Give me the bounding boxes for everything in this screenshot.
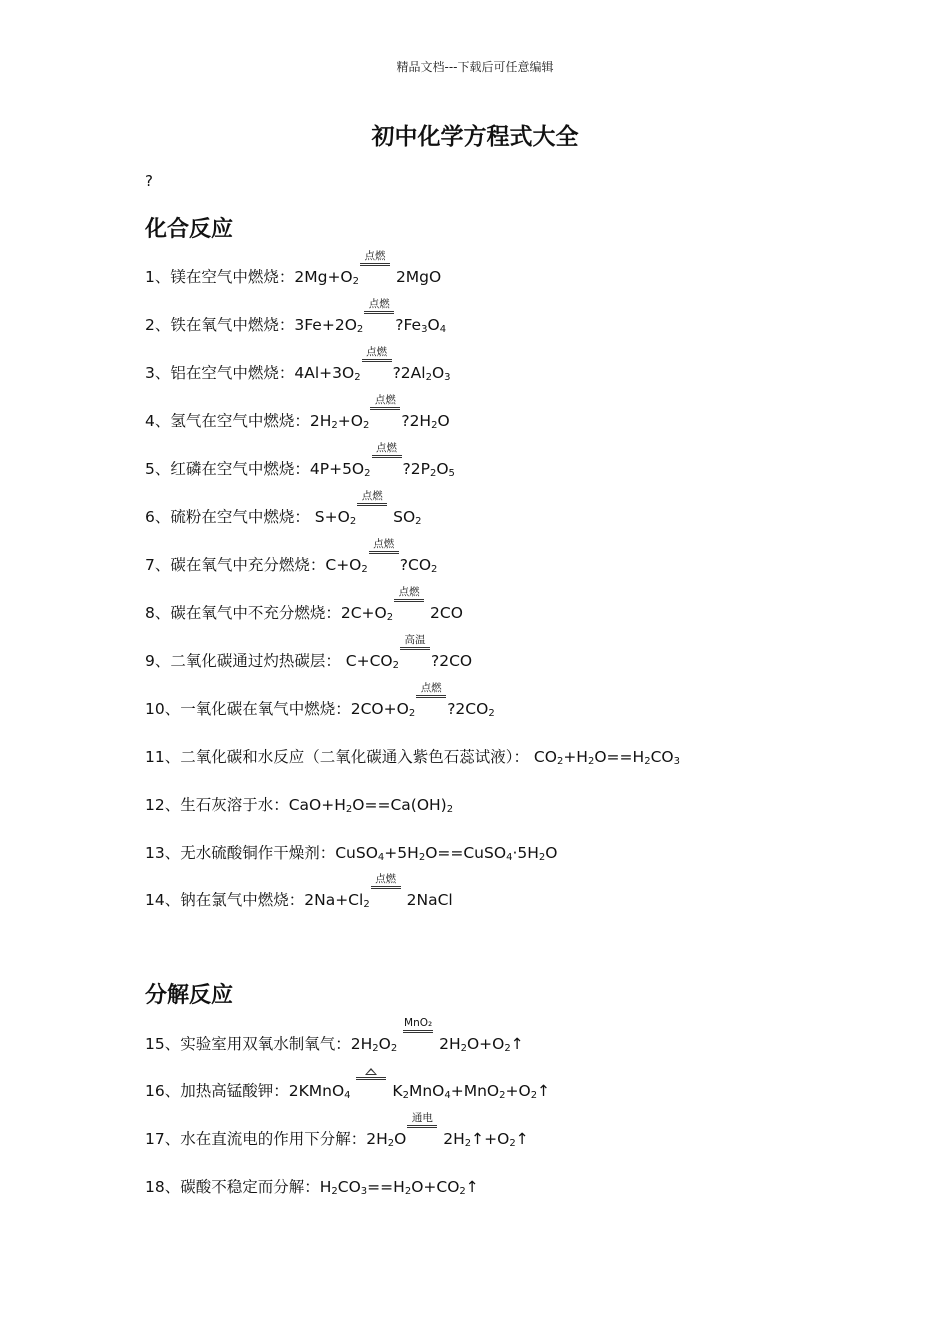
- equals-bar: [357, 503, 387, 506]
- formula-text: O+O: [466, 1035, 505, 1053]
- formula-text: O: [378, 1035, 391, 1053]
- formula-text: 2H: [434, 1035, 461, 1053]
- equation-row: [145, 298, 447, 335]
- equals-bar: [362, 359, 392, 362]
- formula-text: CO: [533, 748, 557, 766]
- equation-label: 10、一氧化碳在氧气中燃烧：: [145, 700, 351, 718]
- formula-text: ?2H: [401, 412, 432, 430]
- formula-text: O: [427, 316, 440, 334]
- formula-text: 4Al+3O: [294, 364, 355, 382]
- equation-label: 16、加热高锰酸钾：: [145, 1082, 289, 1100]
- subscript: 2: [408, 708, 416, 719]
- formula-text: 3Fe+2O: [294, 316, 357, 334]
- equation-row: [145, 538, 438, 575]
- subscript: 2: [488, 708, 495, 719]
- equation-label: 11、二氧化碳和水反应（二氧化碳通入紫色石蕊试液）：: [145, 748, 534, 766]
- heat-triangle-icon: [365, 1068, 377, 1075]
- subscript: 3: [421, 324, 428, 335]
- equation-row: [145, 634, 473, 671]
- equals-bar: [364, 311, 394, 314]
- reaction-condition: [406, 1112, 438, 1144]
- formula-text: O==CuSO: [425, 844, 507, 862]
- subscript: 2: [431, 564, 438, 575]
- equals-bar: [360, 263, 390, 266]
- reaction-condition: [361, 346, 393, 378]
- subscript: 2: [538, 852, 546, 863]
- subscript: 2: [499, 1090, 506, 1101]
- reaction-condition: [393, 586, 425, 618]
- formula-text: O==H: [594, 748, 645, 766]
- subscript: 2: [530, 1090, 538, 1101]
- subscript: 2: [644, 756, 651, 767]
- equation-row: [145, 747, 680, 767]
- formula-text: 2H: [366, 1130, 388, 1148]
- formula-text: O+CO: [411, 1178, 460, 1196]
- subscript: 2: [362, 420, 370, 431]
- equation-label: 6、硫粉在空气中燃烧：: [145, 508, 315, 526]
- equals-bar: [400, 647, 430, 650]
- formula-text: +O: [505, 1082, 531, 1100]
- formula-text: +5H: [384, 844, 419, 862]
- equation-label: 14、钠在氯气中燃烧：: [145, 891, 305, 909]
- subscript: 3: [360, 1186, 368, 1197]
- formula-text: 2CO+O: [350, 700, 409, 718]
- formula-text: ?2CO: [431, 652, 473, 670]
- equation-label: 9、二氧化碳通过灼热碳层：: [145, 652, 346, 670]
- reaction-condition: [371, 442, 403, 474]
- subscript: 4: [439, 324, 447, 335]
- equation-row: [145, 873, 453, 910]
- equation-label: 15、实验室用双氧水制氧气：: [145, 1035, 351, 1053]
- condition-text: 点燃: [376, 442, 398, 454]
- equation-label: 17、水在直流电的作用下分解：: [145, 1130, 367, 1148]
- subscript: 2: [509, 1138, 516, 1149]
- subscript: 2: [392, 660, 400, 671]
- subscript: 2: [460, 1043, 467, 1054]
- formula-text: ↑: [465, 1178, 479, 1196]
- formula-text: 2KMnO: [288, 1082, 345, 1100]
- subscript: 2: [372, 1043, 379, 1054]
- formula-text: K: [387, 1082, 403, 1100]
- subscript: 2: [363, 899, 370, 910]
- subscript: 2: [352, 276, 360, 287]
- section-heading-combination: 化合反应: [145, 217, 234, 242]
- formula-text: 2Na+Cl: [304, 891, 364, 909]
- condition-text: 高温: [404, 634, 426, 646]
- condition-text: 通电: [411, 1112, 433, 1124]
- formula-text: 2C+O: [340, 604, 387, 622]
- formula-text: ↑: [515, 1130, 529, 1148]
- subscript: 2: [386, 612, 394, 623]
- condition-text: 点燃: [364, 250, 386, 262]
- condition-text: MnO₂: [404, 1017, 433, 1029]
- equals-bar: [371, 886, 401, 889]
- reaction-condition: [359, 250, 391, 282]
- formula-text: C+CO: [345, 652, 393, 670]
- subscript: 4: [444, 1090, 451, 1101]
- equation-row: [145, 394, 450, 431]
- formula-text: CO: [337, 1178, 361, 1196]
- reaction-condition: [415, 682, 447, 714]
- formula-text: 2H: [438, 1130, 465, 1148]
- reaction-condition: [368, 538, 400, 570]
- formula-text: +O: [337, 412, 363, 430]
- reaction-condition: [363, 298, 395, 330]
- equals-bar: [356, 1077, 386, 1080]
- reaction-condition: [369, 394, 401, 426]
- formula-text: O: [436, 460, 449, 478]
- equation-label: 13、无水硫酸铜作干燥剂：: [145, 844, 336, 862]
- formula-text: ?2P: [402, 460, 430, 478]
- subscript: 2: [415, 516, 422, 527]
- subscript: 2: [459, 1186, 466, 1197]
- equation-row: [145, 490, 422, 527]
- reaction-condition: [399, 634, 431, 666]
- equation-label: 1、镁在空气中燃烧：: [145, 268, 295, 286]
- subscript: 2: [331, 420, 338, 431]
- condition-text: 点燃: [366, 346, 388, 358]
- formula-text: ↑+O: [471, 1130, 510, 1148]
- subscript: 2: [364, 468, 371, 479]
- equals-bar: [369, 551, 399, 554]
- formula-text: ↑: [537, 1082, 551, 1100]
- formula-text: MnO: [408, 1082, 445, 1100]
- equation-row: [145, 442, 455, 479]
- reaction-condition: [402, 1017, 434, 1049]
- equation-label: 8、碳在氧气中不充分燃烧：: [145, 604, 341, 622]
- subscript: 2: [387, 1138, 395, 1149]
- formula-text: O==Ca(OH): [352, 796, 447, 814]
- equation-row: [145, 1112, 529, 1149]
- subscript: 2: [402, 1090, 409, 1101]
- subscript: 2: [345, 804, 353, 815]
- equation-row: [145, 250, 442, 287]
- subscript: 2: [331, 1186, 338, 1197]
- equation-row: [145, 843, 557, 863]
- subscript: 3: [673, 756, 680, 767]
- equation-row: [145, 1081, 550, 1101]
- subscript: 2: [361, 564, 368, 575]
- formula-text: O: [431, 364, 445, 382]
- equation-row: [145, 795, 453, 815]
- formula-text: ?2CO: [447, 700, 489, 718]
- formula-text: CO: [650, 748, 674, 766]
- equals-bar: [403, 1030, 433, 1033]
- subscript: 5: [448, 468, 455, 479]
- equals-bar: [416, 695, 446, 698]
- section-heading-decomposition: 分解反应: [145, 983, 234, 1008]
- equation-label: 7、碳在氧气中充分燃烧：: [145, 556, 326, 574]
- document-title: 初中化学方程式大全: [371, 124, 579, 150]
- formula-text: CuSO: [335, 844, 378, 862]
- formula-text: 2Mg+O: [294, 268, 353, 286]
- formula-text: 2MgO: [391, 268, 442, 286]
- subscript: 4: [377, 852, 385, 863]
- subscript: 2: [464, 1138, 472, 1149]
- formula-text: ?Fe: [395, 316, 422, 334]
- formula-text: 2H: [309, 412, 332, 430]
- page-header: 精品文档---下载后可任意编辑: [396, 60, 554, 74]
- subscript: 2: [425, 372, 432, 383]
- condition-text: 点燃: [420, 682, 442, 694]
- formula-text: +MnO: [450, 1082, 500, 1100]
- equals-bar: [394, 599, 424, 602]
- formula-text: ↑: [510, 1035, 524, 1053]
- formula-text: S+O: [314, 508, 350, 526]
- formula-text: C+O: [325, 556, 362, 574]
- equals-bar: [370, 407, 400, 410]
- equation-label: 12、生石灰溶于水：: [145, 796, 289, 814]
- subscript: 2: [404, 1186, 412, 1197]
- reaction-condition: [355, 1082, 387, 1096]
- equals-bar: [407, 1125, 437, 1128]
- formula-text: H: [319, 1178, 332, 1196]
- formula-text: ?CO: [399, 556, 432, 574]
- condition-text: 点燃: [361, 490, 383, 502]
- stray-mark: ?: [145, 172, 153, 190]
- condition-text: 点燃: [398, 586, 420, 598]
- equation-row: [145, 1177, 479, 1197]
- equation-row: [145, 586, 463, 623]
- equation-row: [145, 1017, 524, 1054]
- condition-text: 点燃: [368, 298, 390, 310]
- equation-label: 3、铝在空气中燃烧：: [145, 364, 295, 382]
- subscript: 2: [446, 804, 454, 815]
- subscript: 2: [587, 756, 595, 767]
- subscript: 2: [390, 1043, 398, 1054]
- subscript: 2: [354, 372, 361, 383]
- equation-label: 2、铁在氧气中燃烧：: [145, 316, 295, 334]
- formula-text: +H: [563, 748, 588, 766]
- formula-text: 2H: [350, 1035, 373, 1053]
- formula-text: CaO+H: [288, 796, 346, 814]
- formula-text: ==H: [367, 1178, 405, 1196]
- subscript: 2: [504, 1043, 511, 1054]
- formula-text: 2CO: [425, 604, 463, 622]
- condition-text: 点燃: [373, 538, 395, 550]
- formula-text: O: [545, 844, 558, 862]
- subscript: 4: [506, 852, 513, 863]
- subscript: 2: [356, 324, 364, 335]
- subscript: 2: [556, 756, 564, 767]
- formula-text: 4P+5O: [309, 460, 365, 478]
- equation-row: [145, 346, 451, 383]
- subscript: 3: [444, 372, 451, 383]
- subscript: 4: [344, 1090, 351, 1101]
- formula-text: ·5H: [512, 844, 539, 862]
- reaction-condition: [370, 873, 402, 905]
- subscript: 2: [349, 516, 357, 527]
- formula-text: ?2Al: [392, 364, 426, 382]
- reaction-condition: [356, 490, 388, 522]
- equation-label: 5、红磷在空气中燃烧：: [145, 460, 310, 478]
- condition-text: 点燃: [374, 394, 396, 406]
- equation-row: [145, 682, 495, 719]
- subscript: 2: [418, 852, 426, 863]
- equation-label: 18、碳酸不稳定而分解：: [145, 1178, 320, 1196]
- subscript: 2: [431, 420, 438, 431]
- formula-text: O: [437, 412, 450, 430]
- equals-bar: [372, 455, 402, 458]
- formula-text: 2NaCl: [401, 891, 453, 909]
- condition-text: 点燃: [375, 873, 397, 885]
- equation-label: 4、氢气在空气中燃烧：: [145, 412, 310, 430]
- subscript: 2: [429, 468, 437, 479]
- formula-text: SO: [388, 508, 416, 526]
- formula-text: O: [394, 1130, 407, 1148]
